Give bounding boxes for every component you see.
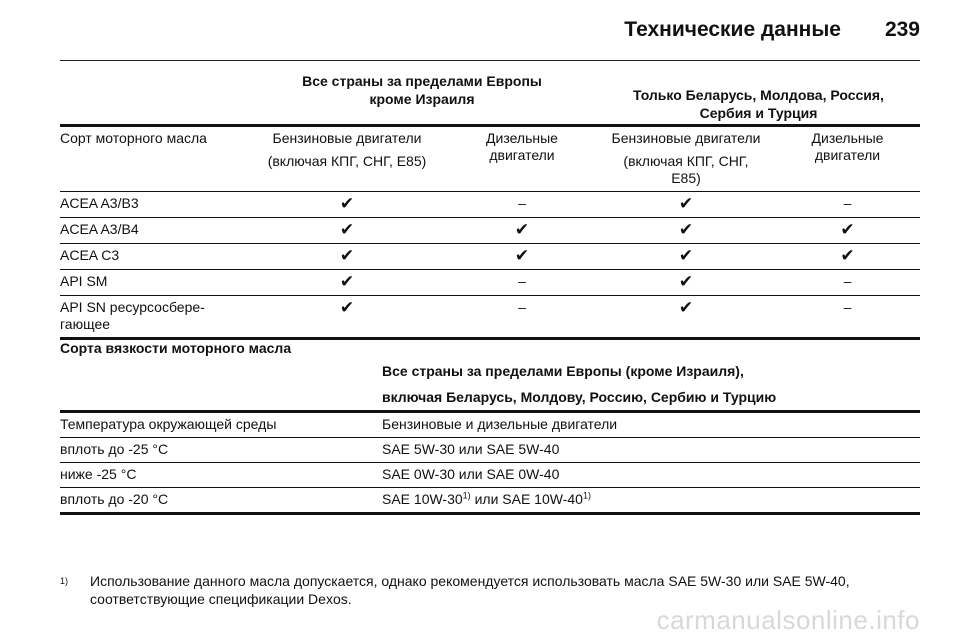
col-header-engines: Бензиновые и дизельные двигатели: [382, 412, 920, 438]
footnote: [60, 572, 920, 608]
temperature-cell: вплоть до -25 °C: [60, 438, 382, 463]
table-row: [60, 463, 920, 488]
table-row: [60, 270, 920, 296]
table-row: [60, 218, 920, 244]
grade-cell: API SN ресурсосбере- гающее: [60, 296, 247, 339]
check-icon: ✔: [339, 298, 355, 317]
viscosity-group-header: Все страны за пределами Европы (кроме Израиля), включая Беларусь, Молдову, Россию, Сербию и Турцию: [382, 363, 777, 405]
group-header-europe: [247, 72, 597, 126]
group-header-europe-line2: кроме Израиля: [369, 91, 475, 107]
check-icon: ✔: [840, 220, 855, 239]
check-icon: ✔: [678, 194, 694, 213]
page-title: Технические данные: [624, 18, 841, 41]
table-row: [60, 488, 920, 514]
group-header-europe-line1: Все страны за пределами Европы: [302, 73, 542, 89]
grade-cell: ACEA A3/B3: [60, 192, 247, 218]
check-icon: ✔: [678, 246, 694, 265]
col-header-grade: Сорт моторного масла: [60, 126, 247, 192]
viscosity-table: [60, 358, 920, 515]
group-header-russia: [597, 72, 920, 126]
dash-mark: –: [518, 273, 526, 289]
table-row: [60, 296, 920, 339]
watermark: carmanualsonline.info: [656, 605, 920, 635]
viscosity-cell: SAE 10W-30$^{1)}$ или SAE 10W-40$^{1)}$: [382, 488, 920, 514]
group-header-russia-line1: Только Беларусь, Молдова, Россия,: [633, 87, 884, 103]
viscosity-section-title: Сорта вязкости моторного масла: [60, 340, 292, 356]
temperature-cell: ниже -25 °C: [60, 463, 382, 488]
table-row: [60, 244, 920, 270]
check-icon: ✔: [339, 194, 355, 213]
check-icon: ✔: [678, 298, 694, 317]
temperature-cell: вплоть до -20 °C: [60, 488, 382, 514]
check-icon: ✔: [514, 246, 530, 265]
check-icon: ✔: [678, 220, 694, 239]
footnote-mark: 1): [60, 576, 69, 586]
check-icon: ✔: [339, 220, 355, 239]
grade-cell: API SM: [60, 270, 247, 296]
page-header: [60, 18, 920, 42]
col-header-diesel-europe: Дизельные двигатели: [447, 126, 597, 192]
grade-cell: ACEA A3/B4: [60, 218, 247, 244]
col-header-petrol-europe: Бензиновые двигатели (включая КПГ, СНГ, E85): [247, 126, 447, 192]
viscosity-cell: SAE 0W-30 или SAE 0W-40: [382, 463, 920, 488]
dash-mark: –: [518, 299, 526, 315]
check-icon: ✔: [514, 220, 530, 239]
check-icon: ✔: [339, 246, 355, 265]
dash-mark: –: [843, 195, 852, 211]
table-row: [60, 192, 920, 218]
viscosity-cell: SAE 5W-30 или SAE 5W-40: [382, 438, 920, 463]
header-rule: [60, 60, 920, 61]
footnote-text: Использование данного масла допускается, однако рекомендуется использовать масла SAE 5W-30 или SAE 5W-40, соответствующие спецификации Dexos.: [90, 573, 850, 607]
grade-cell: ACEA C3: [60, 244, 247, 270]
oil-grade-table: [60, 72, 920, 340]
footnote-ref: 1): [462, 490, 471, 501]
check-icon: ✔: [840, 246, 855, 265]
col-header-temperature: Температура окружающей среды: [60, 412, 382, 438]
check-icon: ✔: [678, 272, 694, 291]
group-header-russia-line2: Сербия и Турция: [699, 105, 818, 121]
page-number: 239: [884, 18, 920, 41]
check-icon: ✔: [339, 272, 355, 291]
dash-mark: –: [518, 195, 526, 211]
table-row: [60, 438, 920, 463]
dash-mark: –: [843, 299, 852, 315]
col-header-diesel-russia: Дизельные двигатели: [775, 126, 920, 192]
col-header-petrol-russia: Бензиновые двигатели (включая КПГ, СНГ, E85): [597, 126, 775, 192]
footnote-ref: 1): [582, 490, 591, 501]
dash-mark: –: [843, 273, 852, 289]
